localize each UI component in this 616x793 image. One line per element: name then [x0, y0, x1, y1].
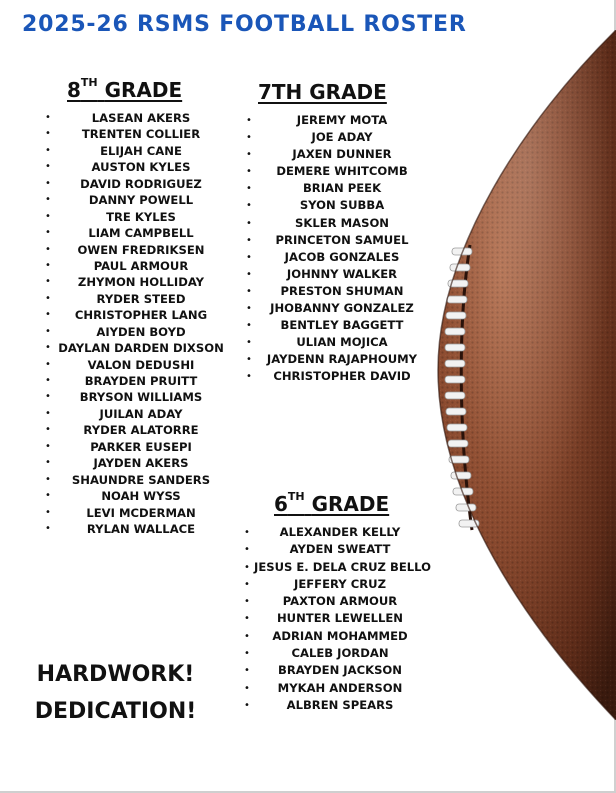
roster-player: • BRIAN PEEK: [257, 180, 427, 197]
motto-hardwork: HARDWORK!: [36, 662, 195, 687]
roster-player: • ALEXANDER KELLY: [254, 524, 426, 541]
roster-player: • MYKAH ANDERSON: [254, 680, 426, 697]
motto-dedication: DEDICATION!: [34, 699, 197, 724]
roster-player: • LEVI MCDERMAN: [56, 505, 226, 521]
roster-player: • DEMERE WHITCOMB: [257, 163, 427, 180]
grade-8-heading: 8TH GRADE: [67, 76, 183, 102]
roster-player: • NOAH WYSS: [56, 488, 226, 504]
roster-player: • BRAYDEN JACKSON: [254, 662, 426, 679]
roster-player: • JACOB GONZALES: [257, 249, 427, 266]
roster-player: • AYDEN SWEATT: [254, 541, 426, 558]
roster-player: • JOE ADAY: [257, 129, 427, 146]
grade-8-roster: [56, 110, 226, 537]
roster-player: • LIAM CAMPBELL: [56, 225, 226, 241]
roster-player: • HUNTER LEWELLEN: [254, 610, 426, 627]
roster-player: • JOHNNY WALKER: [257, 266, 427, 283]
roster-player: • TRENTEN COLLIER: [56, 126, 226, 142]
roster-player: • VALON DEDUSHI: [56, 357, 226, 373]
grade-7-roster: [257, 112, 427, 386]
roster-player: • JAYDEN AKERS: [56, 455, 226, 471]
roster-player: • AUSTON KYLES: [56, 159, 226, 175]
roster-player: • CALEB JORDAN: [254, 645, 426, 662]
roster-player: • PAUL ARMOUR: [56, 258, 226, 274]
page-title: 2025-26 RSMS FOOTBALL ROSTER: [22, 12, 467, 37]
roster-player: • PRESTON SHUMAN: [257, 283, 427, 300]
roster-player: • DAYLAN DARDEN DIXSON: [56, 340, 226, 356]
roster-player: • BENTLEY BAGGETT: [257, 317, 427, 334]
roster-player: • ALBREN SPEARS: [254, 697, 426, 714]
roster-player: • SYON SUBBA: [257, 197, 427, 214]
roster-player: • RYDER STEED: [56, 291, 226, 307]
roster-player: • JEREMY MOTA: [257, 112, 427, 129]
roster-player: • ULIAN MOJICA: [257, 334, 427, 351]
roster-player: • JAYDENN RAJAPHOUMY: [257, 351, 427, 368]
roster-player: • JUILAN ADAY: [56, 406, 226, 422]
grade-6-heading: 6TH GRADE: [274, 490, 390, 516]
roster-player: • SKLER MASON: [257, 215, 427, 232]
roster-player: • CHRISTOPHER DAVID: [257, 368, 427, 385]
roster-player: • PARKER EUSEPI: [56, 439, 226, 455]
roster-player: • ADRIAN MOHAMMED: [254, 628, 426, 645]
roster-player: • PRINCETON SAMUEL: [257, 232, 427, 249]
roster-player: • PAXTON ARMOUR: [254, 593, 426, 610]
roster-player: • JESUS E. DELA CRUZ BELLO: [254, 559, 426, 576]
roster-player: • TRE KYLES: [56, 209, 226, 225]
roster-player: • LASEAN AKERS: [56, 110, 226, 126]
roster-player: • JAXEN DUNNER: [257, 146, 427, 163]
roster-player: • OWEN FREDRIKSEN: [56, 242, 226, 258]
football-image: [430, 30, 616, 720]
roster-player: • SHAUNDRE SANDERS: [56, 472, 226, 488]
roster-player: • ZHYMON HOLLIDAY: [56, 274, 226, 290]
roster-player: • DAVID RODRIGUEZ: [56, 176, 226, 192]
roster-player: • ELIJAH CANE: [56, 143, 226, 159]
roster-player: • DANNY POWELL: [56, 192, 226, 208]
roster-player: • JHOBANNY GONZALEZ: [257, 300, 427, 317]
roster-player: • BRAYDEN PRUITT: [56, 373, 226, 389]
roster-player: • JEFFERY CRUZ: [254, 576, 426, 593]
roster-player: • RYLAN WALLACE: [56, 521, 226, 537]
roster-player: • RYDER ALATORRE: [56, 422, 226, 438]
grade-6-roster: [254, 524, 431, 714]
roster-player: • BRYSON WILLIAMS: [56, 389, 226, 405]
grade-7-heading: 7TH GRADE: [258, 80, 387, 104]
roster-player: • CHRISTOPHER LANG: [56, 307, 226, 323]
roster-player: • AIYDEN BOYD: [56, 324, 226, 340]
